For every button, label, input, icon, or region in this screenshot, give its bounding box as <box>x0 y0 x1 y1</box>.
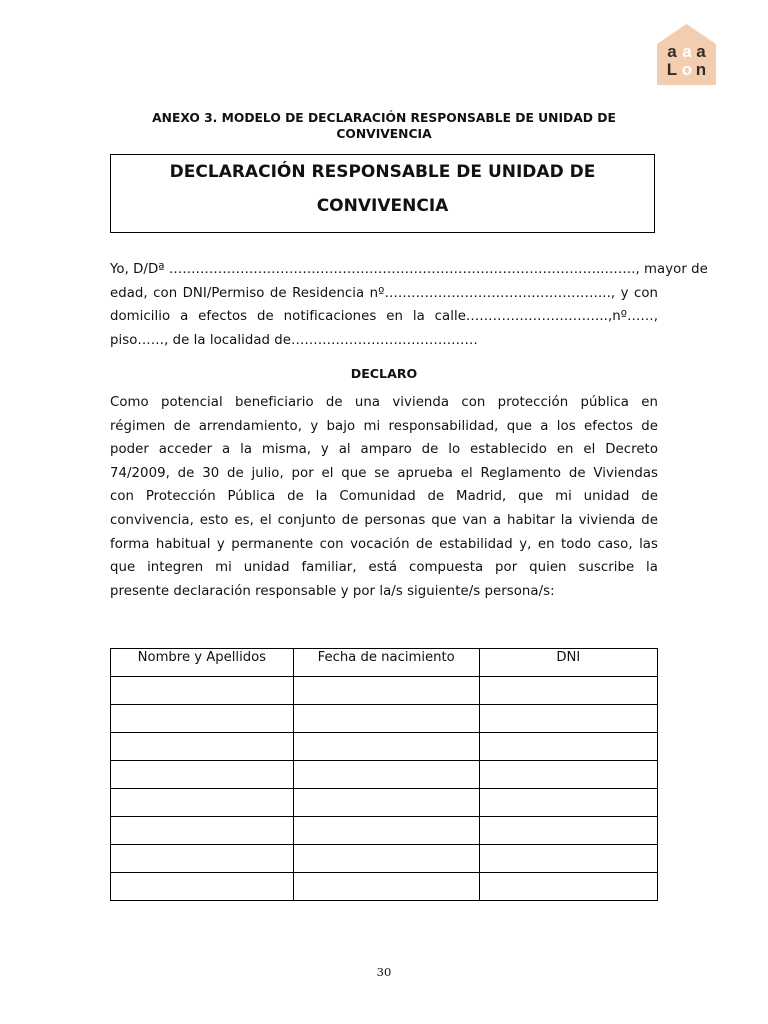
logo-letter: a <box>682 42 692 61</box>
table-row <box>111 873 658 901</box>
birthdate-cell[interactable] <box>293 845 479 873</box>
paragraph-line: convivencia, esto es, el conjunto de personas que van a habitar la vivienda de <box>110 512 658 528</box>
annex-title: ANEXO 3. MODELO DE DECLARACIÓN RESPONSABLE DE UNIDAD DE CONVIVENCIA <box>152 111 616 141</box>
birthdate-cell[interactable] <box>293 705 479 733</box>
dni-cell[interactable] <box>479 761 657 789</box>
name-cell[interactable] <box>111 845 294 873</box>
column-header-birthdate: Fecha de nacimiento <box>293 649 479 677</box>
declaration-title-box <box>110 154 655 233</box>
logo-letter: a <box>696 42 706 61</box>
paragraph-line: forma habitual y permanente con vocación de estabilidad y, en todo caso, las <box>110 536 658 552</box>
declarant-details-paragraph <box>110 258 708 352</box>
declaro-heading: DECLARO <box>350 366 418 381</box>
column-header-name: Nombre y Apellidos <box>111 649 294 677</box>
logo-letter: o <box>681 60 693 79</box>
declaration-title-line-1: DECLARACIÓN RESPONSABLE DE UNIDAD DE <box>169 162 596 182</box>
logo-letter: n <box>695 60 707 79</box>
paragraph-line: 74/2009, de 30 de julio, por el que se aprueba el Reglamento de Viviendas <box>110 465 658 481</box>
paragraph-line: Yo, D/Dª ……………………………………………………………………………………..……., mayor de <box>110 262 708 277</box>
name-cell[interactable] <box>111 789 294 817</box>
table-row <box>111 733 658 761</box>
name-cell[interactable] <box>111 677 294 705</box>
dni-cell[interactable] <box>479 873 657 901</box>
name-cell[interactable] <box>111 817 294 845</box>
birthdate-cell[interactable] <box>293 761 479 789</box>
table-header-row <box>111 649 658 677</box>
paragraph-line: edad, con DNI/Permiso de Residencia nº……………………………….………….., y con <box>110 285 658 301</box>
name-cell[interactable] <box>111 705 294 733</box>
paragraph-line: piso……, de la localidad de…………………………………… <box>110 332 478 348</box>
logo-letter: L <box>666 60 678 79</box>
birthdate-cell[interactable] <box>293 733 479 761</box>
paragraph-line: Como potencial beneficiario de una vivienda con protección pública en <box>110 395 658 410</box>
paragraph-line: con Protección Pública de la Comunidad de Madrid, que mi unidad de <box>110 489 658 505</box>
declaration-body-paragraph <box>110 391 658 603</box>
paragraph-line: poder acceder a la misma, y al amparo de lo establecido en el Decreto <box>110 442 658 458</box>
household-members-table <box>110 648 658 901</box>
table-row <box>111 789 658 817</box>
name-cell[interactable] <box>111 873 294 901</box>
table-row <box>111 761 658 789</box>
page-number: 30 <box>376 965 392 979</box>
table-row <box>111 817 658 845</box>
birthdate-cell[interactable] <box>293 789 479 817</box>
dni-cell[interactable] <box>479 733 657 761</box>
birthdate-cell[interactable] <box>293 873 479 901</box>
name-cell[interactable] <box>111 733 294 761</box>
paragraph-line: presente declaración responsable y por la/s siguiente/s persona/s: <box>110 583 555 599</box>
table-row <box>111 845 658 873</box>
dni-cell[interactable] <box>479 817 657 845</box>
declaration-title-line-2: CONVIVENCIA <box>316 196 449 216</box>
table-row <box>111 677 658 705</box>
paragraph-line: domicilio a efectos de notificaciones en la calle…………………………..,nº……, <box>110 309 658 325</box>
birthdate-cell[interactable] <box>293 677 479 705</box>
name-cell[interactable] <box>111 761 294 789</box>
alon-logo <box>657 24 716 85</box>
birthdate-cell[interactable] <box>293 817 479 845</box>
logo-letter: a <box>667 42 677 61</box>
dni-cell[interactable] <box>479 845 657 873</box>
dni-cell[interactable] <box>479 705 657 733</box>
table-row <box>111 705 658 733</box>
column-header-dni: DNI <box>479 649 657 677</box>
paragraph-line: que integren mi unidad familiar, está compuesta por quien suscribe la <box>110 560 658 576</box>
dni-cell[interactable] <box>479 677 657 705</box>
dni-cell[interactable] <box>479 789 657 817</box>
paragraph-line: régimen de arrendamiento, y bajo mi responsabilidad, que a los efectos de <box>110 418 658 434</box>
